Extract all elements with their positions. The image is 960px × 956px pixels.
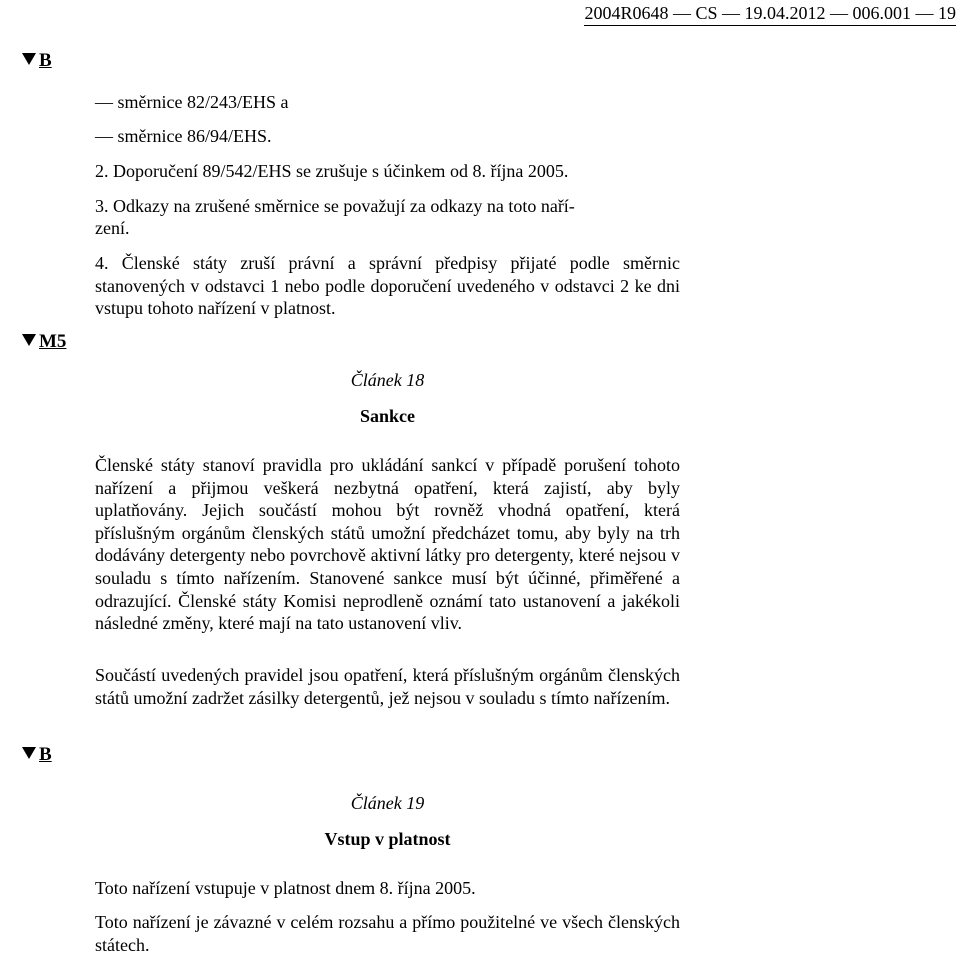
triangle-down-icon <box>22 334 36 346</box>
document-header: 2004R0648 — CS — 19.04.2012 — 006.001 — 19 <box>584 1 956 26</box>
article-19-title: Vstup v platnost <box>324 829 451 849</box>
list-item-3-continuation: zení. <box>95 218 130 238</box>
triangle-down-icon <box>22 53 36 65</box>
triangle-down-icon <box>22 747 36 759</box>
list-dash-item: — směrnice 86/94/EHS. <box>95 126 272 146</box>
list-item-4: 4. Členské státy zruší právní a správní předpisy přijaté podle směrnic stanovených v odstavci 1 nebo podle doporučení uvedeného v odstavci 2 ke dni vstupu tohoto nařízení v platnost. <box>95 253 680 319</box>
list-dash-item: — směrnice 82/243/EHS a <box>95 92 289 112</box>
article-18-paragraph-1: Členské státy stanoví pravidla pro ukládání sankcí v případě porušení tohoto nařízení a přijmou veškerá nezbytná opatření, která zajistí, aby byly uplatňovány. Jejich součástí mohou být rovněž vhodná opatření, která příslušným orgánům členských států umožní předcházet tomu, aby byly na trh dodávány detergenty nebo povrchově aktivní látky pro detergenty, které nejsou v souladu s tímto nařízením. Stanovené sankce musí být účinné, přiměřené a odrazující. Členské státy Komisi neprodleně oznámí tato ustanovení a jakékoli následné změny, které mají na tato ustanovení vliv. <box>95 455 680 634</box>
amendment-marker-b[interactable] <box>22 50 52 72</box>
amendment-marker-m5[interactable] <box>22 331 66 353</box>
marker-code: B <box>39 50 52 71</box>
article-18-number: Článek 18 <box>350 370 425 390</box>
amendment-marker-b[interactable] <box>22 744 52 766</box>
article-18-title: Sankce <box>359 406 415 426</box>
list-item-2: 2. Doporučení 89/542/EHS se zrušuje s účinkem od 8. října 2005. <box>95 161 569 181</box>
article-19-paragraph-1: Toto nařízení vstupuje v platnost dnem 8. října 2005. <box>95 878 476 898</box>
article-19-number: Článek 19 <box>350 793 425 813</box>
marker-code: M5 <box>39 331 67 352</box>
list-item-3: 3. Odkazy na zrušené směrnice se považují za odkazy na toto naří- <box>95 196 575 216</box>
article-18-paragraph-2: Součástí uvedených pravidel jsou opatření, která příslušným orgánům členských států umožní zadržet zásilky detergentů, jež nejsou v souladu s tímto nařízením. <box>95 665 680 708</box>
marker-code: B <box>39 744 52 765</box>
article-19-paragraph-2: Toto nařízení je závazné v celém rozsahu a přímo použitelné ve všech členských státech. <box>95 912 680 955</box>
